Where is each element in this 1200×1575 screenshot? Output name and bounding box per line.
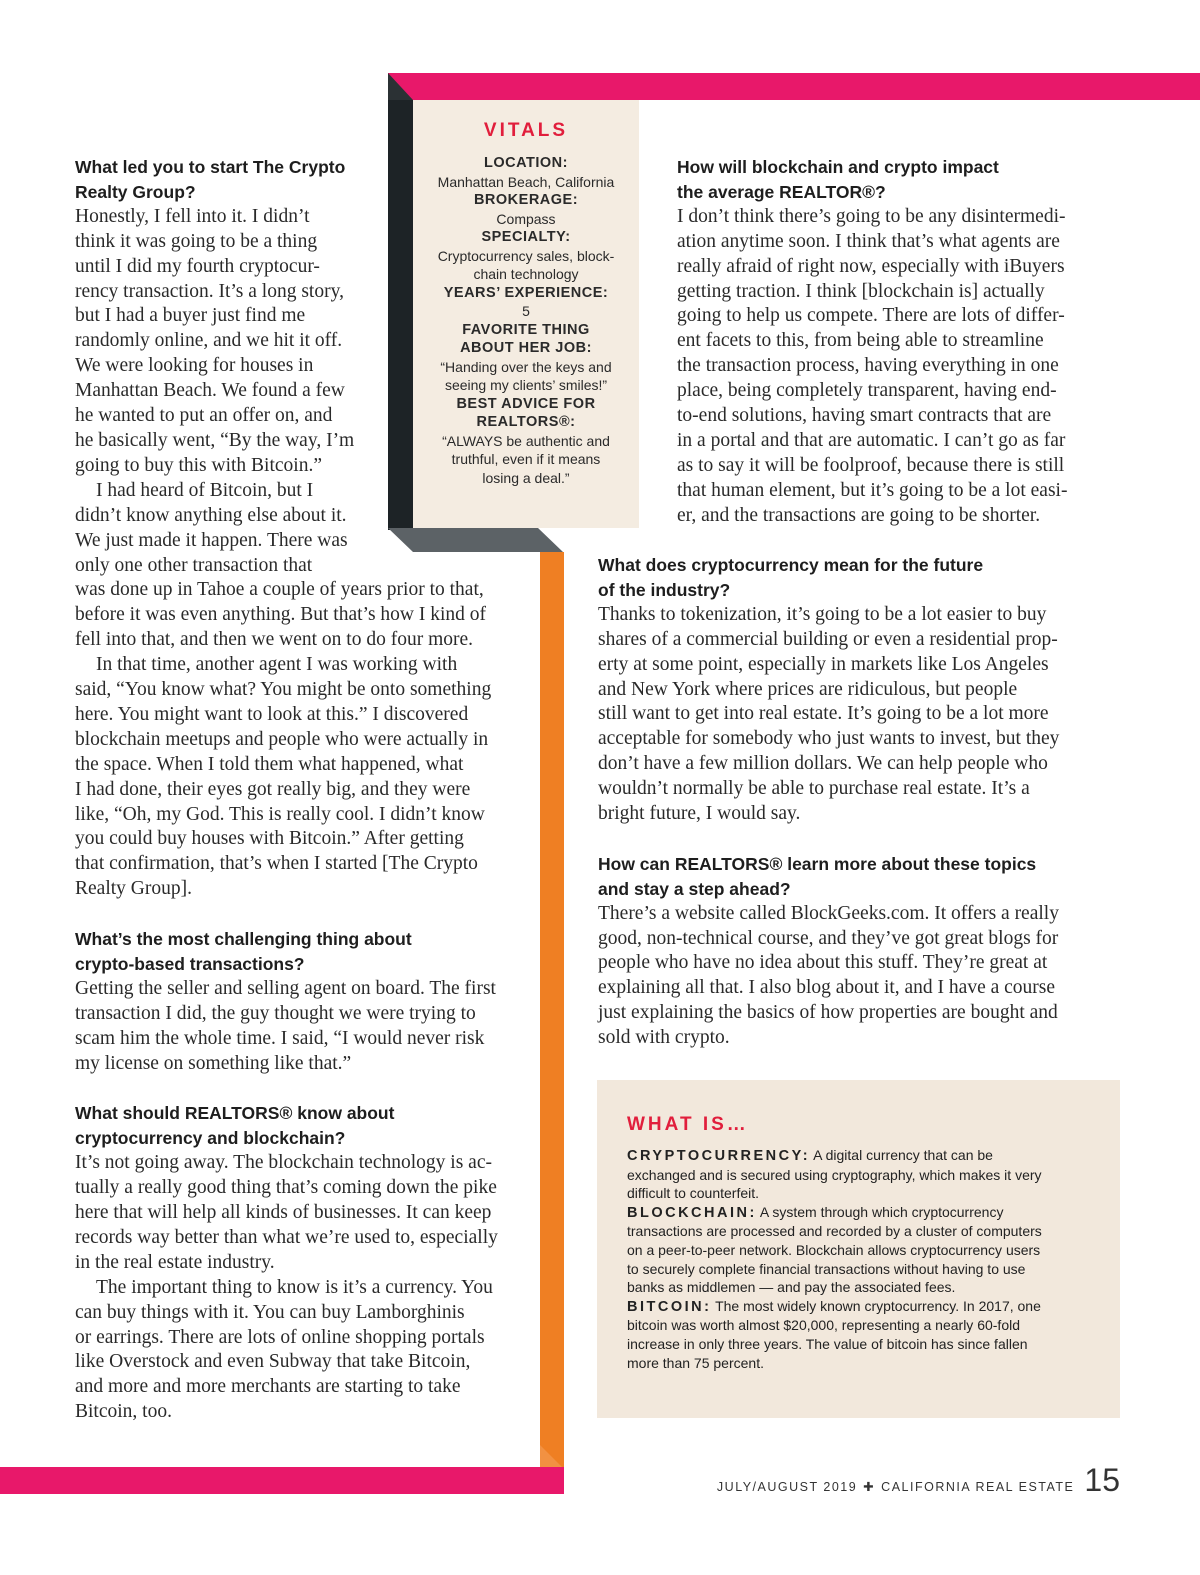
text-line: increase in only three years. The value of bitcoin has since fallen xyxy=(627,1335,1028,1352)
text-line: The most widely known cryptocurrency. In 2017, one xyxy=(711,1297,1041,1314)
right-column-upper xyxy=(677,155,1117,529)
text-line: I had done, their eyes got really big, and they were xyxy=(75,778,471,800)
text-line: place, being completely transparent, having end- xyxy=(677,380,1057,402)
answer-paragraph xyxy=(75,479,535,653)
text-line: erty at some point, especially in markets like Los Angeles xyxy=(598,653,1049,675)
text-line: he wanted to put an offer on, and xyxy=(75,405,333,427)
answer-paragraph xyxy=(598,603,1118,827)
issue-date: JULY/AUGUST 2019 xyxy=(716,1480,858,1494)
question-heading: What’s the most challenging thing about xyxy=(75,929,412,950)
specialty-value: chain technology xyxy=(473,266,579,282)
text-line: blockchain meetups and people who were actually in xyxy=(75,728,489,750)
text-line: that human element, but it’s going to be a lot easi- xyxy=(677,479,1068,501)
text-line: Thanks to tokenization, it’s going to be a lot easier to buy xyxy=(598,603,1047,625)
text-line: There’s a website called BlockGeeks.com. It offers a really xyxy=(598,902,1059,924)
text-line: difficult to counterfeit. xyxy=(627,1185,760,1202)
text-line: my license on something like that.” xyxy=(75,1052,352,1074)
glossary xyxy=(627,1146,1097,1372)
text-line: er, and the transactions are going to be shorter. xyxy=(677,504,1041,526)
text-line: the transaction process, having everything in one xyxy=(677,355,1059,377)
text-line: bright future, I would say. xyxy=(598,803,801,825)
text-line: here that will help all kinds of businesses. It can keep xyxy=(75,1202,492,1224)
text-line: but I had a buyer just find me xyxy=(75,305,306,327)
specialty-value: Cryptocurrency sales, block- xyxy=(437,247,615,264)
text-line: until I did my fourth cryptocur- xyxy=(75,255,320,277)
text-line: exchanged and is secured using cryptography, which makes it very xyxy=(627,1166,1042,1183)
text-line: to securely complete financial transactions without having to use xyxy=(627,1260,1026,1277)
text-line: like Overstock and even Subway that take Bitcoin, xyxy=(75,1351,471,1373)
text-line: scam him the whole time. I said, “I would never risk xyxy=(75,1027,485,1049)
text-line: still want to get into real estate. It’s going to be a lot more xyxy=(598,703,1049,725)
experience-value: 5 xyxy=(522,303,530,319)
text-line: fell into that, and then we went on to do four more. xyxy=(75,629,474,651)
page-footer xyxy=(717,1462,1120,1499)
answer-paragraph xyxy=(598,902,1118,1051)
glossary-entry-cryptocurrency xyxy=(627,1146,1097,1203)
question-heading: What should REALTORS® know about xyxy=(75,1103,395,1124)
question-heading: What does cryptocurrency mean for the future xyxy=(598,555,984,575)
text-line: and more and more merchants are starting to take xyxy=(75,1376,461,1398)
what-is-title: WHAT IS… xyxy=(627,1114,749,1135)
glossary-entry-blockchain xyxy=(627,1203,1097,1297)
text-line: like, “Oh, my God. This is really cool. I didn’t know xyxy=(75,803,485,825)
experience-label: YEARS’ EXPERIENCE: xyxy=(443,284,609,301)
favorite-value: seeing my clients’ smiles!” xyxy=(444,377,608,393)
text-line: getting traction. I think [blockchain is] actually xyxy=(677,280,1045,302)
top-accent-bar xyxy=(388,73,1200,100)
advice-label: REALTORS®: xyxy=(476,414,576,430)
text-line: in the real estate industry. xyxy=(75,1251,275,1273)
location-label: LOCATION: xyxy=(484,155,568,171)
question-heading: How will blockchain and crypto impact xyxy=(677,157,999,177)
page-number: 15 xyxy=(1084,1462,1120,1498)
text-line: banks as middlemen — and pay the associated fees. xyxy=(627,1279,956,1296)
answer-paragraph xyxy=(75,977,535,1077)
text-line: that confirmation, that’s when I started [The Crypto xyxy=(75,853,478,875)
text-line: ent facets to this, from being able to streamline xyxy=(677,330,1044,352)
text-line: A digital currency that can be xyxy=(810,1147,993,1163)
text-line: just explaining the basics of how properties are bought and xyxy=(598,1002,1058,1024)
text-line: Getting the seller and selling agent on board. The first xyxy=(75,977,496,999)
specialty-label: SPECIALTY: xyxy=(481,229,571,245)
favorite-label: ABOUT HER JOB: xyxy=(460,340,592,356)
text-line: I had heard of Bitcoin, but I xyxy=(96,479,314,501)
text-line: transactions are processed and recorded by a cluster of computers xyxy=(627,1223,1042,1240)
question-heading: How can REALTORS® learn more about these topics xyxy=(598,853,1037,874)
text-line: Manhattan Beach. We found a few xyxy=(75,380,345,402)
text-line: on a peer-to-peer network. Blockchain allows cryptocurrency users xyxy=(627,1241,1041,1258)
question-heading: What led you to start The Crypto xyxy=(75,157,346,177)
favorite-value: “Handing over the keys and xyxy=(440,358,612,375)
favorite-label: FAVORITE THING xyxy=(462,321,590,338)
text-line: or earrings. There are lots of online shopping portals xyxy=(75,1326,485,1348)
text-line: before it was even anything. But that’s how I kind of xyxy=(75,604,487,626)
what-is-box xyxy=(597,1080,1120,1418)
text-line: sold with crypto. xyxy=(598,1027,730,1049)
text-line: more than 75 percent. xyxy=(627,1354,764,1371)
brokerage-value: Compass xyxy=(496,210,556,227)
text-line: going to buy this with Bitcoin.” xyxy=(75,454,322,476)
text-line: and New York where prices are ridiculous, but people xyxy=(598,678,1018,700)
glossary-term: BLOCKCHAIN: xyxy=(627,1204,757,1221)
separator-icon: ✚ xyxy=(863,1480,876,1494)
right-column-lower xyxy=(598,553,1118,1051)
question-heading: crypto-based transactions? xyxy=(75,953,305,974)
text-line: only one other transaction that xyxy=(75,554,313,576)
text-line: good, non-technical course, and they’ve got great blogs for xyxy=(598,927,1059,949)
text-line: We just made it happen. There was xyxy=(75,529,348,551)
text-line: records way better than what we’re used to, especially xyxy=(75,1226,498,1248)
text-line: in a portal and that are automatic. I can’t go as far xyxy=(677,429,1066,451)
text-line: bitcoin was worth almost $20,000, representing a nearly 60-fold xyxy=(627,1317,1020,1334)
text-line: We were looking for houses in xyxy=(75,355,314,377)
question-heading: cryptocurrency and blockchain? xyxy=(75,1128,346,1149)
text-line: Realty Group]. xyxy=(75,878,192,900)
text-line: Bitcoin, too. xyxy=(75,1401,172,1423)
left-column xyxy=(75,155,535,1425)
question-heading: and stay a step ahead? xyxy=(598,878,791,899)
question-heading: of the industry? xyxy=(598,579,731,600)
vitals-title: VITALS xyxy=(483,120,569,141)
text-line: ation anytime soon. I think that’s what agents are xyxy=(677,230,1060,252)
text-line: shares of a commercial building or even a residential prop- xyxy=(598,628,1058,650)
text-line: explaining all that. I also blog about it, and I have a course xyxy=(598,977,1056,999)
advice-value: losing a deal.” xyxy=(482,469,570,486)
answer-paragraph xyxy=(677,205,1117,529)
answer-paragraph xyxy=(75,205,535,479)
text-line: said, “You know what? You might be onto something xyxy=(75,679,492,701)
text-line: tually a really good thing that’s coming down the pike xyxy=(75,1177,497,1199)
text-line: think it was going to be a thing xyxy=(75,230,318,252)
text-line: you could buy houses with Bitcoin.” After getting xyxy=(75,828,464,850)
glossary-term: CRYPTOCURRENCY: xyxy=(627,1148,811,1164)
text-line: as to say it will be foolproof, because there is still xyxy=(677,454,1065,476)
glossary-term: BITCOIN: xyxy=(627,1298,712,1315)
bottom-accent-bar xyxy=(0,1467,564,1494)
advice-value: “ALWAYS be authentic and xyxy=(442,432,610,449)
answer-paragraph xyxy=(75,653,535,902)
text-line: here. You might want to look at this.” I discovered xyxy=(75,703,469,725)
text-line: can buy things with it. You can buy Lamborghinis xyxy=(75,1301,465,1323)
answer-paragraph xyxy=(75,1151,535,1276)
text-line: acceptable for somebody who just wants to invest, but they xyxy=(598,728,1060,750)
glossary-entry-bitcoin xyxy=(627,1297,1097,1372)
text-line: I don’t think there’s going to be any disintermedi- xyxy=(677,205,1066,227)
text-line: he basically went, “By the way, I’m xyxy=(75,429,355,451)
question-heading: Realty Group? xyxy=(75,181,196,202)
question-heading: the average REALTOR®? xyxy=(677,181,886,202)
text-line: It’s not going away. The blockchain technology is ac- xyxy=(75,1152,492,1174)
text-line: The important thing to know is it’s a currency. You xyxy=(96,1276,493,1298)
text-line: rency transaction. It’s a long story, xyxy=(75,280,344,302)
text-line: people who have no idea about this stuff. They’re great at xyxy=(598,952,1048,974)
answer-paragraph xyxy=(75,1276,535,1425)
brokerage-label: BROKERAGE: xyxy=(473,192,579,208)
location-value: Manhattan Beach, California xyxy=(437,173,615,190)
text-line: randomly online, and we hit it off. xyxy=(75,330,343,352)
text-line: A system through which cryptocurrency xyxy=(756,1203,1004,1220)
text-line: didn’t know anything else about it. xyxy=(75,504,347,526)
orange-vertical-bar xyxy=(540,552,564,1467)
text-line: the space. When I told them what happened, what xyxy=(75,753,464,775)
text-line: don’t have a few million dollars. We can help people who xyxy=(598,753,1048,775)
text-line: wouldn’t normally be able to purchase real estate. It’s a xyxy=(598,778,1030,800)
text-line: to-end solutions, having smart contracts that are xyxy=(677,405,1052,427)
advice-value: truthful, even if it means xyxy=(451,451,601,467)
text-line: In that time, another agent I was working with xyxy=(96,654,458,676)
advice-label: BEST ADVICE FOR xyxy=(456,395,596,412)
text-line: transaction I did, the guy thought we were trying to xyxy=(75,1002,476,1024)
publication-name: CALIFORNIA REAL ESTATE xyxy=(881,1480,1075,1494)
text-line: was done up in Tahoe a couple of years prior to that, xyxy=(75,579,484,601)
text-line: really afraid of right now, especially with iBuyers xyxy=(677,255,1065,277)
text-line: going to help us compete. There are lots of differ- xyxy=(677,305,1065,327)
text-line: Honestly, I fell into it. I didn’t xyxy=(75,205,310,227)
